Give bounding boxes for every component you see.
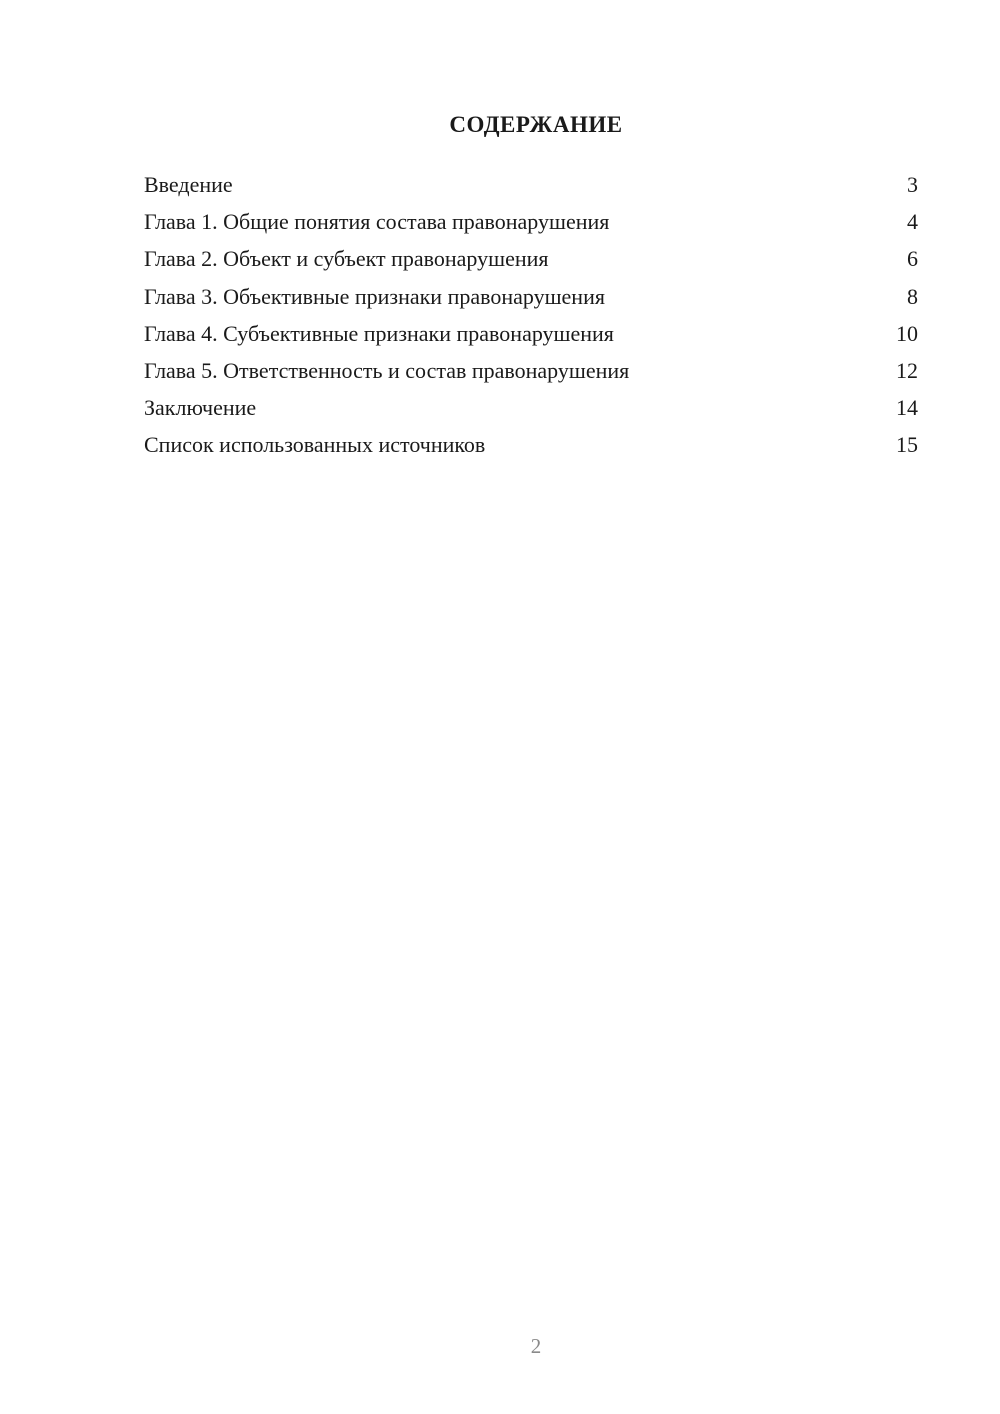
toc-entry-references[interactable] (144, 430, 918, 467)
toc-entry-page: 14 (896, 395, 918, 421)
toc-entry-title: Глава 5. Ответственность и состав правонарушения (144, 357, 630, 383)
toc-entry-page: 10 (896, 320, 918, 346)
toc-entry-chapter-4[interactable] (144, 319, 918, 356)
toc-entry-title: Глава 1. Общие понятия состава правонарушения (144, 209, 610, 235)
toc-entry-chapter-1[interactable] (144, 207, 918, 244)
toc-entry-title: Список использованных источников (144, 432, 486, 458)
toc-entry-chapter-5[interactable] (144, 356, 918, 393)
toc-entry-page: 15 (896, 432, 918, 458)
toc-entry-title: Заключение (144, 395, 257, 421)
toc-entry-chapter-3[interactable] (144, 282, 918, 319)
page-title: СОДЕРЖАНИЕ (449, 112, 623, 138)
toc-entry-title: Глава 2. Объект и субъект правонарушения (144, 246, 549, 272)
table-of-contents (144, 170, 918, 468)
toc-entry-conclusion[interactable] (144, 393, 918, 430)
toc-entry-chapter-2[interactable] (144, 244, 918, 281)
toc-entry-title: Глава 4. Субъективные признаки правонарушения (144, 320, 614, 346)
toc-entry-page: 6 (907, 246, 918, 272)
page-number: 2 (530, 1334, 542, 1358)
toc-entry-page: 8 (907, 283, 918, 309)
toc-entry-page: 4 (907, 209, 918, 235)
toc-entry-introduction[interactable] (144, 170, 918, 207)
toc-entry-title: Глава 3. Объективные признаки правонарушения (144, 283, 605, 309)
toc-entry-page: 12 (896, 357, 918, 383)
toc-entry-page: 3 (907, 172, 918, 197)
toc-entry-title: Введение (144, 172, 233, 197)
